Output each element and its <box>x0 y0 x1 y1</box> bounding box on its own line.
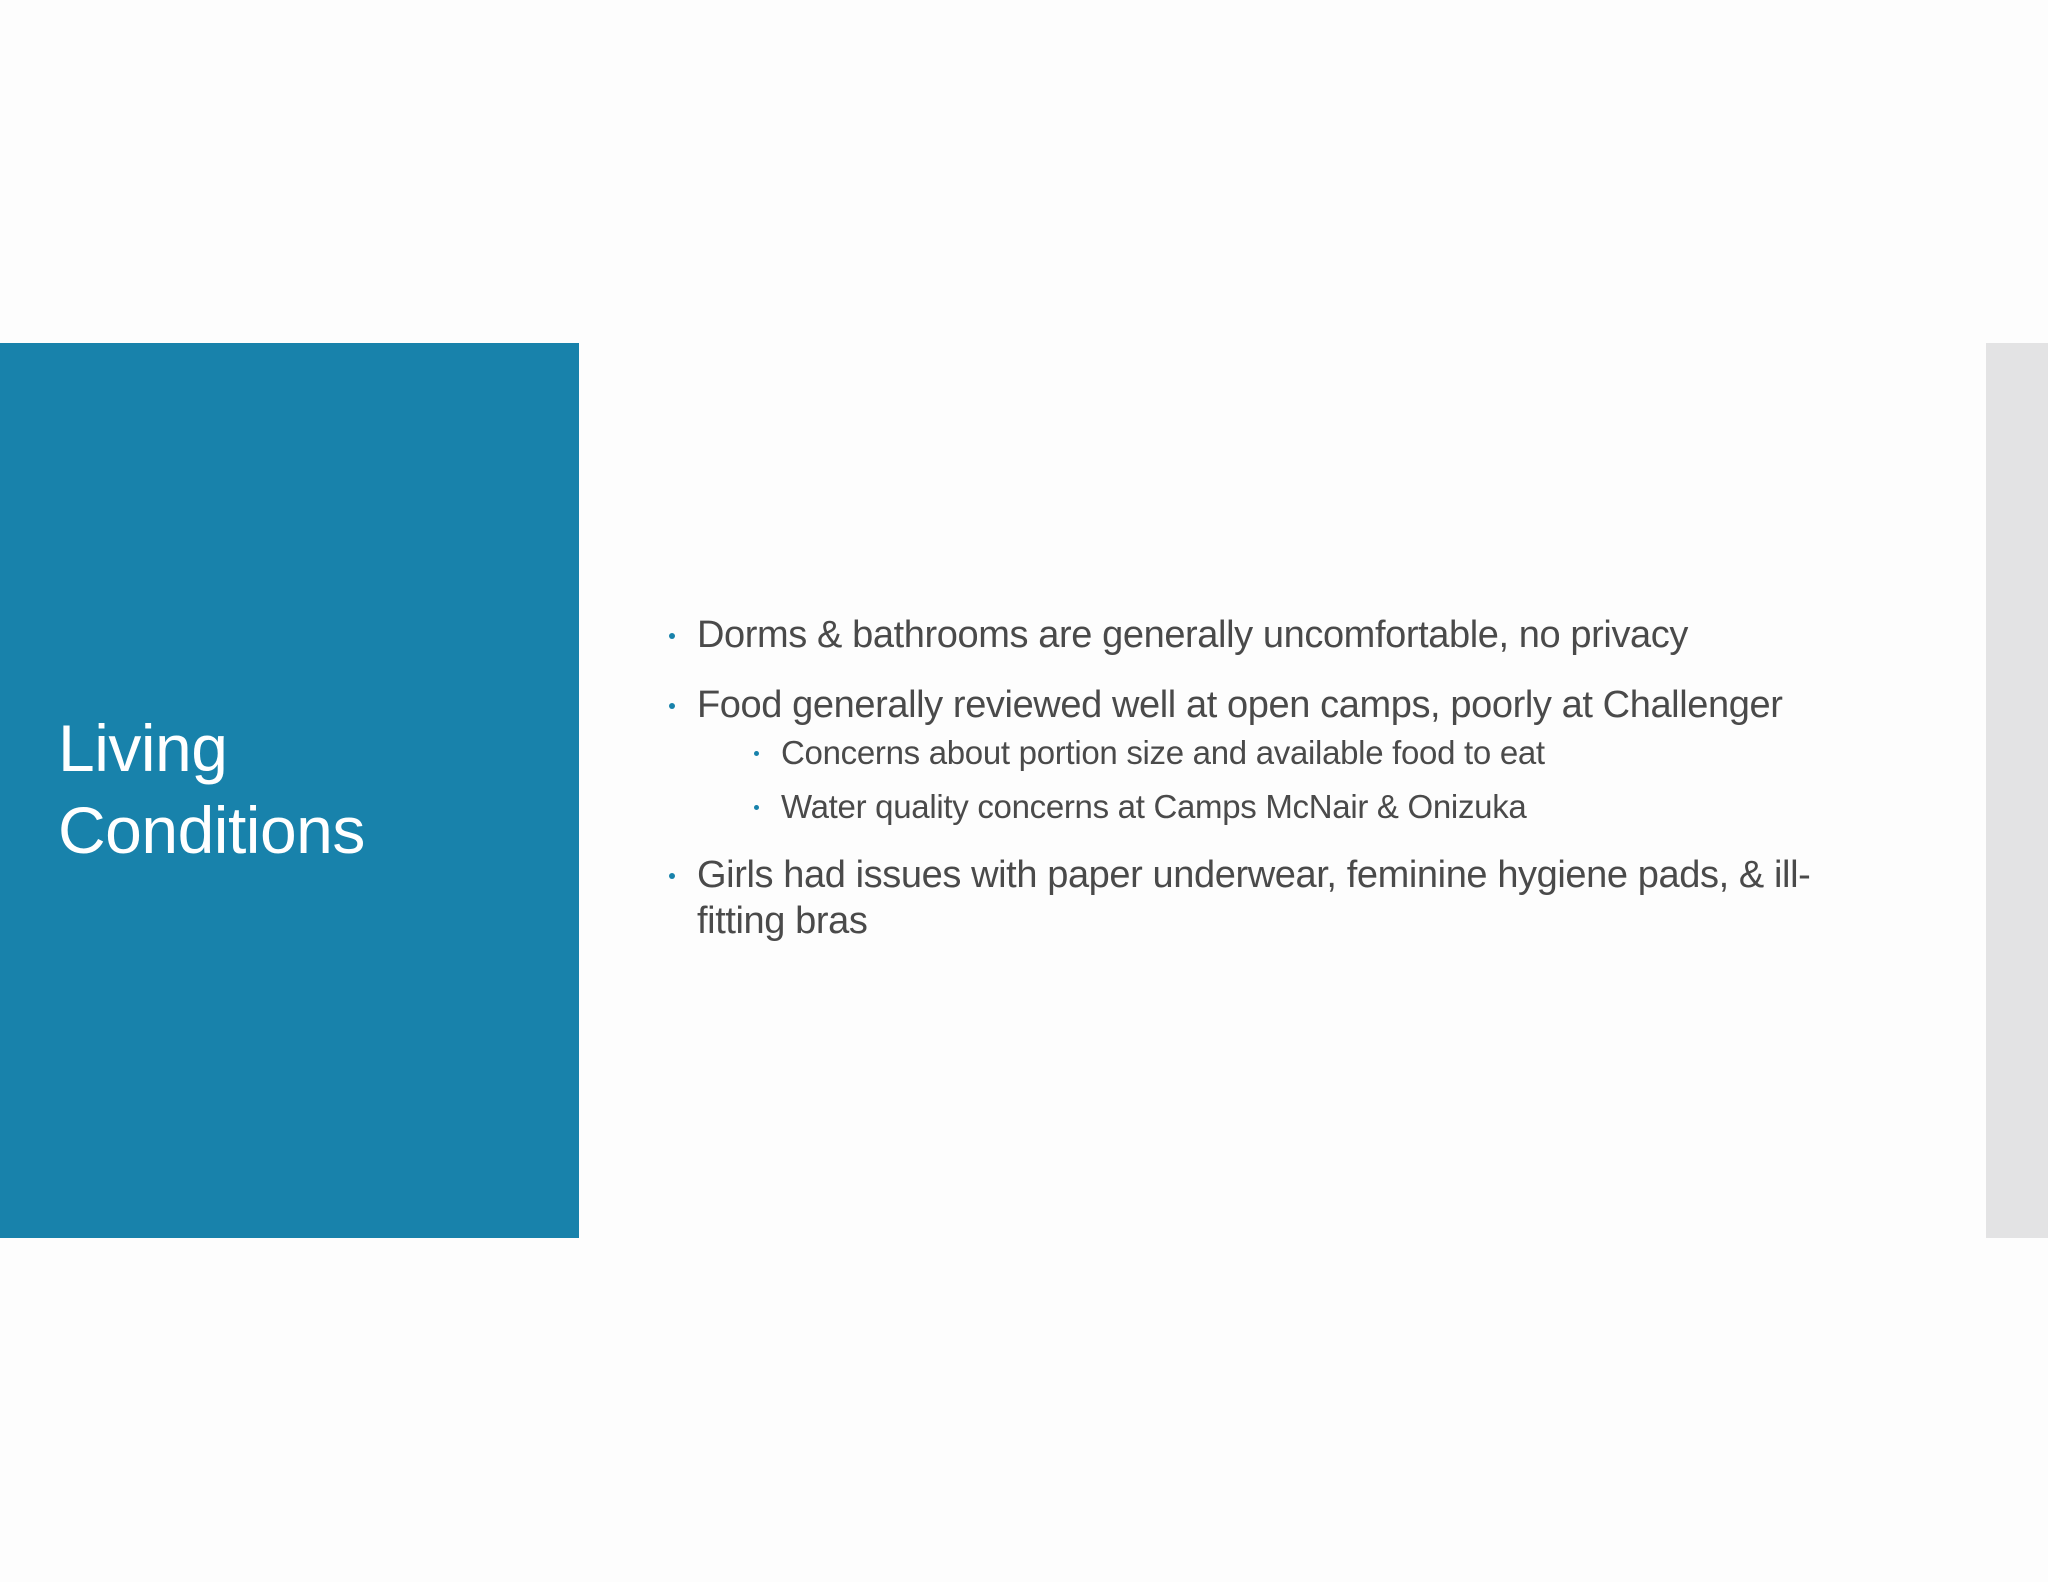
slide-title-line-2: Conditions <box>58 793 365 867</box>
sub-bullet-item <box>660 732 1880 774</box>
bullet-item <box>660 852 1880 944</box>
sub-bullet-item <box>660 786 1880 828</box>
bullet-list <box>660 612 1880 944</box>
sub-bullet-text: Concerns about portion size and available food to eat <box>781 734 1545 771</box>
sub-bullet-list <box>697 732 1880 828</box>
bullet-item <box>660 612 1880 658</box>
slide-title-line-1: Living <box>58 711 228 785</box>
bullet-item <box>660 682 1880 828</box>
bullet-text: Food generally reviewed well at open camps, poorly at Challenger <box>697 684 1783 726</box>
slide-title <box>58 707 365 871</box>
bullet-text: Dorms & bathrooms are generally uncomfortable, no privacy <box>697 614 1688 656</box>
bullet-text: Girls had issues with paper underwear, feminine hygiene pads, & ill-fitting bras <box>697 854 1811 942</box>
sub-bullet-text: Water quality concerns at Camps McNair & Onizuka <box>781 788 1527 825</box>
right-accent-bar <box>1986 343 2048 1238</box>
